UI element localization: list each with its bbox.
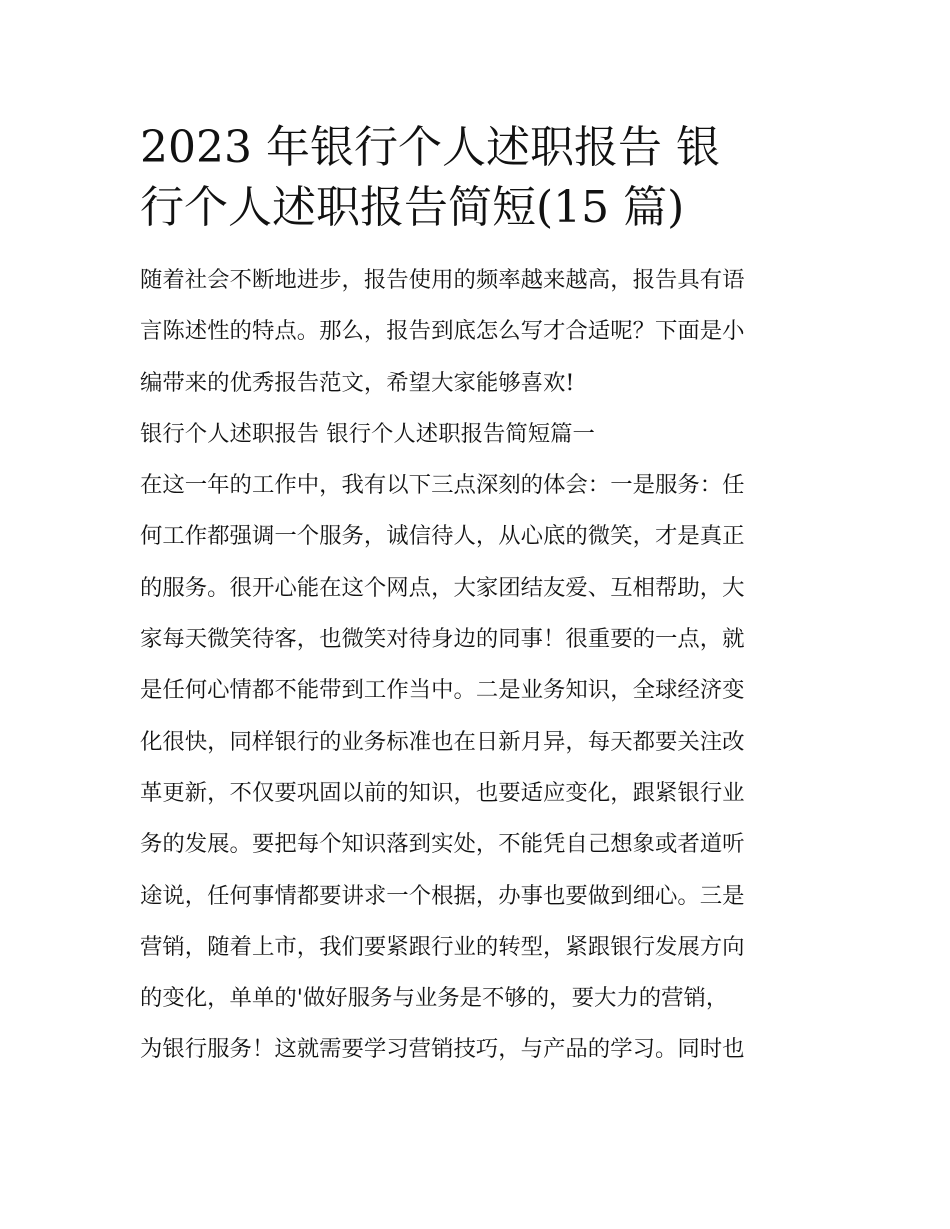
intro-paragraph	[140, 255, 812, 409]
body-line-3: 的服务。很开心能在这个网点，大家团结友爱、互相帮助，大	[140, 574, 745, 601]
body-paragraph	[140, 460, 812, 1076]
section-heading: 银行个人述职报告 银行个人述职报告简短篇一	[140, 420, 595, 447]
body-line-2: 何工作都强调一个服务，诚信待人，从心底的微笑，才是真正	[140, 523, 745, 550]
body-line-1: 在这一年的工作中，我有以下三点深刻的体会：一是服务：任	[140, 472, 745, 499]
body-line-9: 途说，任何事情都要讲求一个根据，办事也要做到细心。三是	[140, 882, 745, 909]
intro-line-1: 随着社会不断地进步，报告使用的频率越来越高，报告具有语	[140, 267, 745, 293]
title-line-1: 2023 年银行个人述职报告 银	[140, 122, 720, 173]
body-line-8: 务的发展。要把每个知识落到实处，不能凭自己想象或者道听	[140, 831, 745, 858]
intro-line-3: 编带来的优秀报告范文，希望大家能够喜欢!	[140, 369, 575, 396]
document-title	[140, 118, 812, 238]
body-line-6: 化很快，同样银行的业务标准也在日新月异，每天都要关注改	[140, 728, 745, 755]
document-body	[140, 255, 812, 1076]
intro-line-2: 言陈述性的特点。那么，报告到底怎么写才合适呢？下面是小	[140, 318, 745, 345]
body-line-10: 营销，随着上市，我们要紧跟行业的转型，紧跟银行发展方向	[140, 933, 745, 960]
document-page	[140, 118, 812, 1076]
body-line-4: 家每天微笑待客，也微笑对待身边的同事！很重要的一点，就	[140, 626, 745, 653]
body-line-7: 革更新，不仅要巩固以前的知识，也要适应变化，跟紧银行业	[140, 779, 745, 806]
body-line-11: 的变化，单单的'做好服务与业务是不够的，要大力的营销，	[140, 985, 729, 1012]
body-line-5: 是任何心情都不能带到工作当中。二是业务知识，全球经济变	[140, 677, 745, 704]
title-line-2: 行个人述职报告简短(15 篇)	[140, 182, 685, 233]
body-line-12: 为银行服务！这就需要学习营销技巧，与产品的学习。同时也	[140, 1036, 745, 1063]
